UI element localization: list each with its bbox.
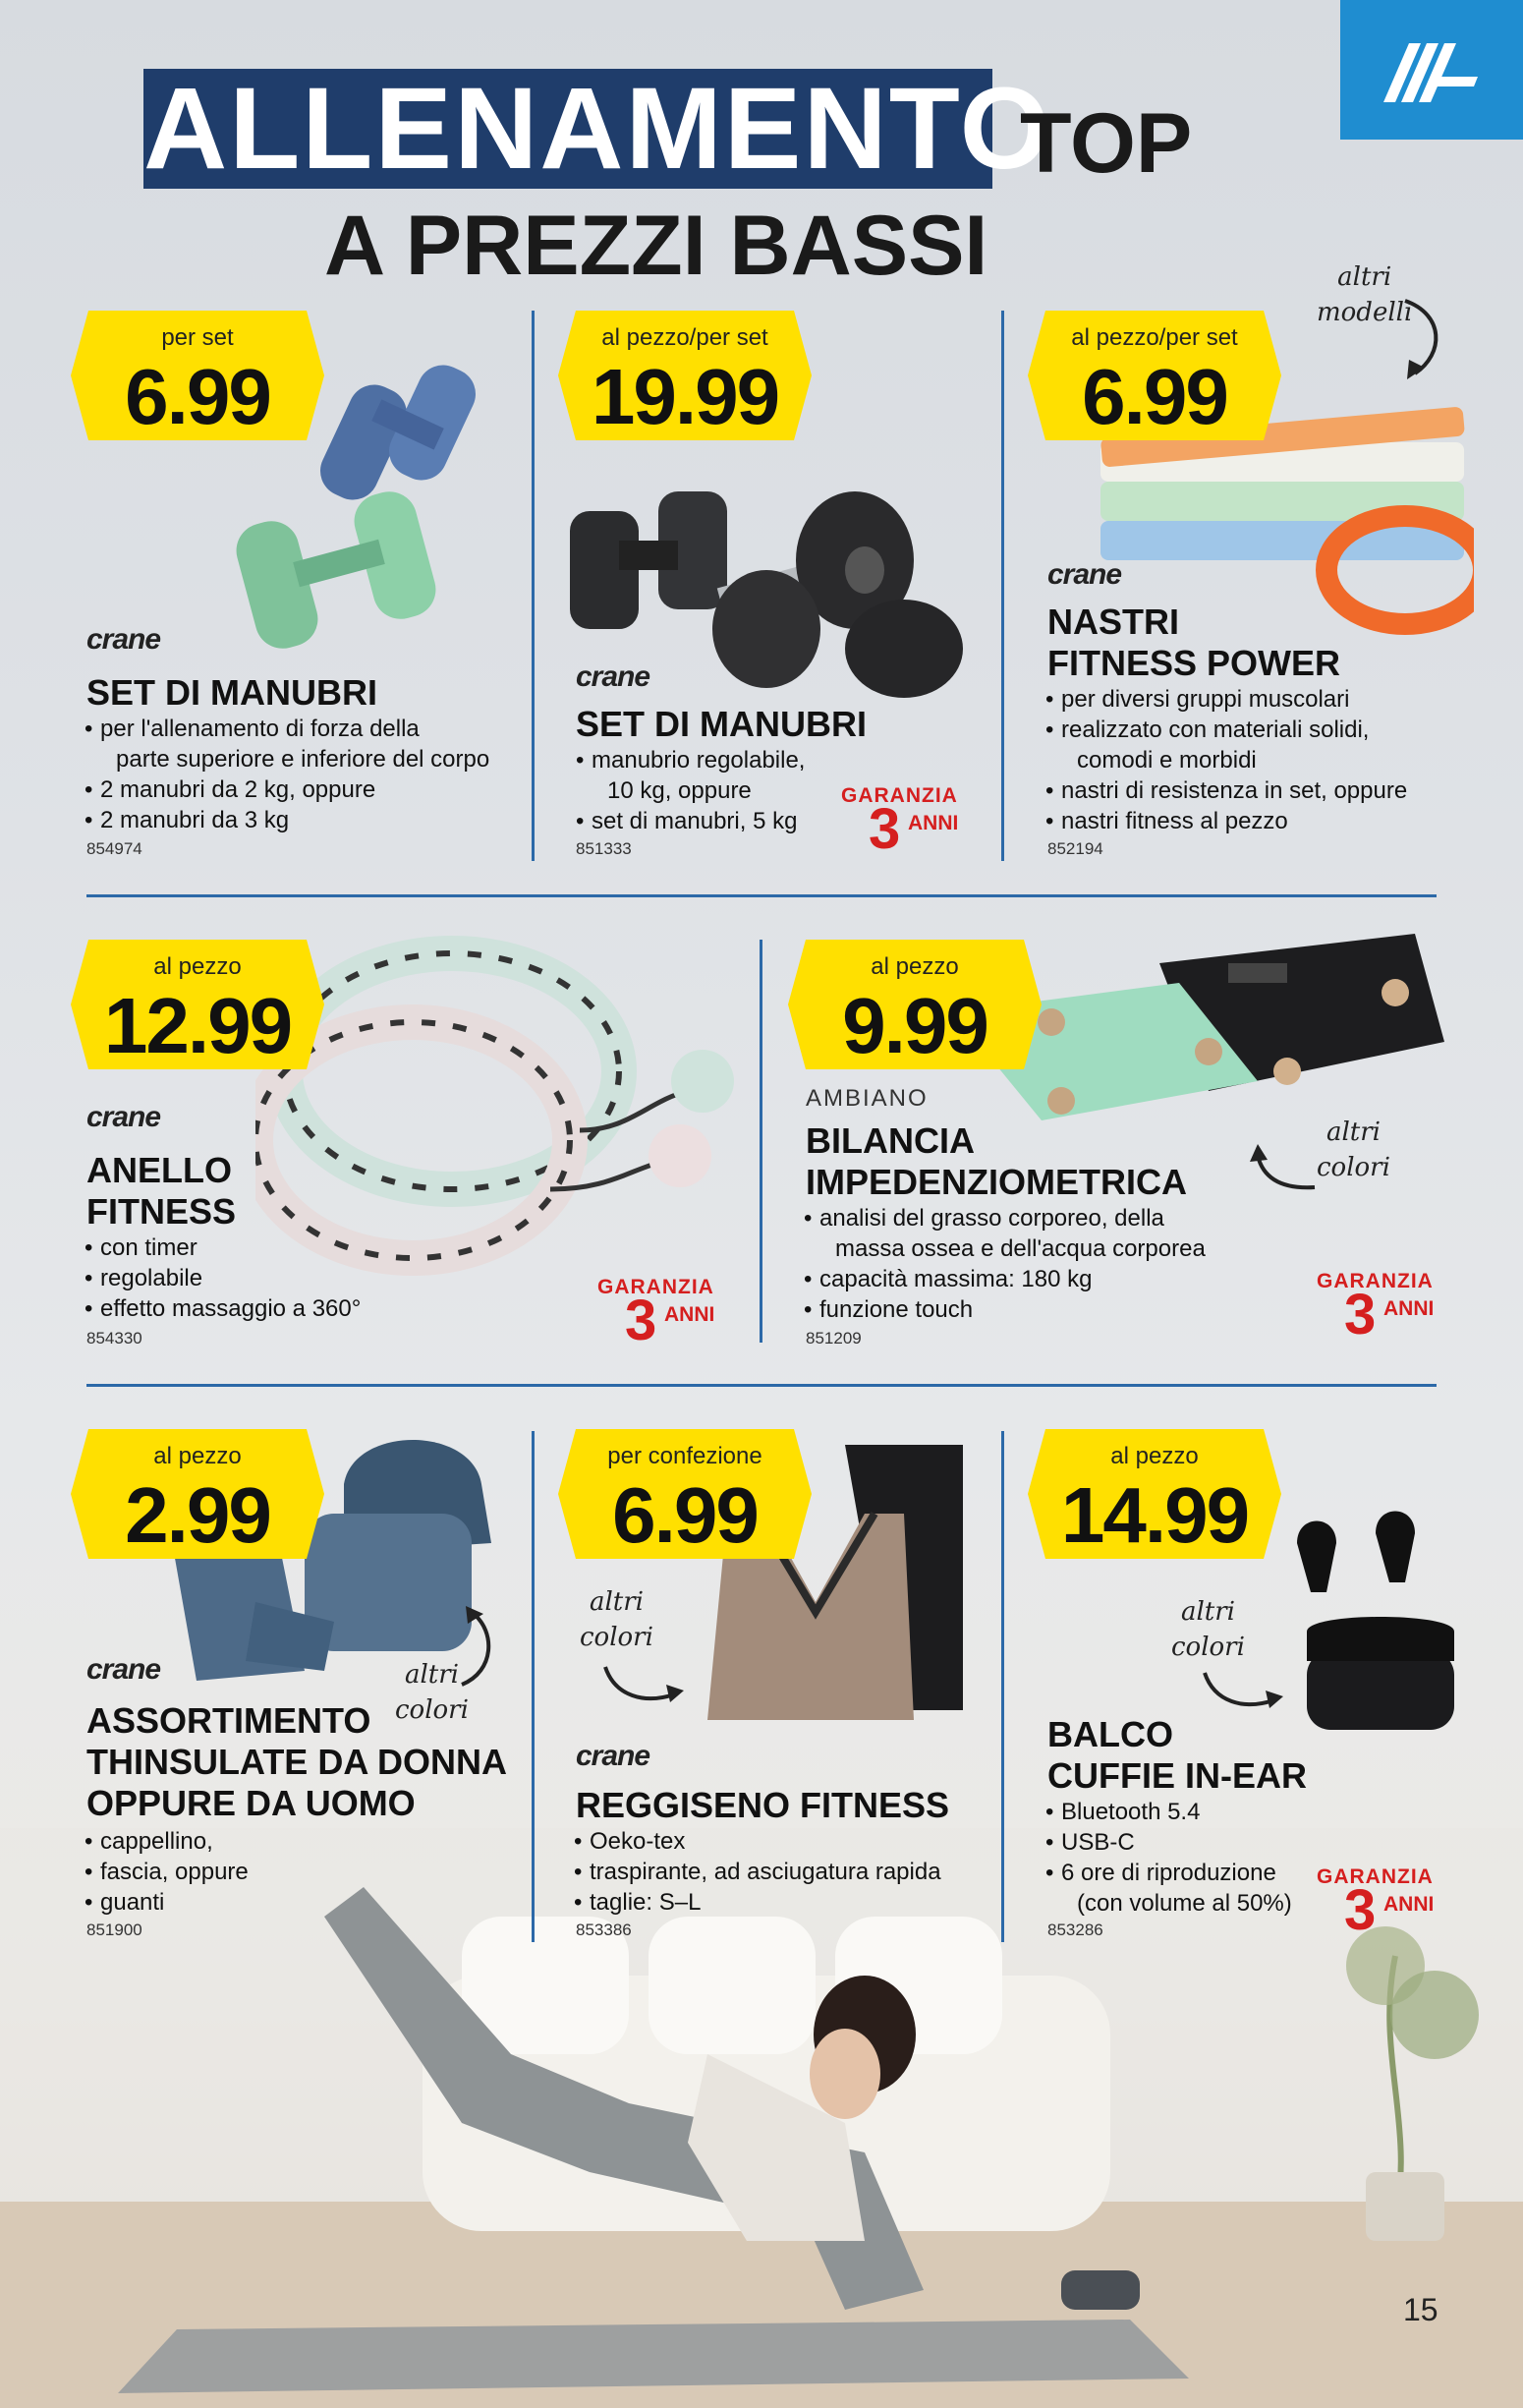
- article-code: 854330: [86, 1329, 142, 1347]
- price-tag: [788, 940, 1042, 1069]
- price-label: al pezzo: [1110, 1443, 1199, 1469]
- garanzia-badge: GARANZIA 3 ANNI: [841, 784, 959, 861]
- feature-item: • manubrio regolabile,: [576, 745, 805, 775]
- garanzia-badge: GARANZIA 3 ANNI: [1317, 1865, 1435, 1942]
- altri-modelli-note: altri modelli: [1317, 262, 1413, 327]
- price-tag: [1028, 311, 1281, 440]
- curved-arrow-icon: [1395, 295, 1454, 383]
- price-value: 9.99: [842, 982, 987, 1069]
- article-code: 854974: [86, 839, 142, 858]
- altri-colori-note: altri colori: [580, 1587, 653, 1652]
- earbuds-image: [1277, 1504, 1464, 1740]
- feature-item: • funzione touch: [804, 1294, 1206, 1325]
- product-name: BILANCIA IMPEDENZIOMETRICA: [806, 1120, 1188, 1202]
- curved-arrow-icon: [599, 1661, 688, 1710]
- garanzia-badge: GARANZIA 3 ANNI: [1317, 1270, 1435, 1347]
- aldi-logo: [1340, 0, 1523, 140]
- feature-list: [1045, 684, 1407, 836]
- article-code: 853386: [576, 1921, 632, 1939]
- feature-item: (con volume al 50%): [1077, 1890, 1292, 1917]
- price-value: 6.99: [612, 1471, 758, 1559]
- product-name: ANELLO FITNESS: [86, 1150, 237, 1232]
- feature-item: • taglie: S–L: [574, 1887, 941, 1918]
- price-label: al pezzo: [153, 1443, 242, 1469]
- price-value: 12.99: [103, 982, 292, 1069]
- price-tag: [71, 1429, 324, 1559]
- title-top: TOP: [1020, 96, 1193, 191]
- price-tag: [1028, 1429, 1281, 1559]
- feature-list: [576, 745, 805, 836]
- feature-list: [804, 1203, 1206, 1325]
- article-code: 851333: [576, 839, 632, 858]
- price-tag: [71, 940, 324, 1069]
- product-name: SET DI MANUBRI: [86, 672, 377, 713]
- page-number: 15: [1403, 2292, 1438, 2327]
- price-label: per confezione: [607, 1443, 762, 1469]
- feature-list: [85, 1233, 361, 1324]
- product-name: BALCO CUFFIE IN-EAR: [1047, 1714, 1307, 1796]
- page-subtitle: A PREZZI BASSI: [324, 199, 988, 293]
- feature-list: [1045, 1797, 1292, 1919]
- page-title: ALLENAMENTO: [143, 64, 1052, 194]
- feature-list: [85, 1826, 249, 1918]
- feature-item: comodi e morbidi: [1077, 747, 1257, 774]
- price-value: 6.99: [125, 353, 270, 440]
- price-label: al pezzo: [153, 953, 242, 980]
- feature-item: • Bluetooth 5.4: [1045, 1797, 1292, 1827]
- price-value: 19.99: [591, 353, 779, 440]
- product-name: SET DI MANUBRI: [576, 704, 867, 744]
- product-name: REGGISENO FITNESS: [576, 1785, 950, 1825]
- garanzia-badge: GARANZIA 3 ANNI: [597, 1276, 715, 1352]
- price-value: 6.99: [1082, 353, 1227, 440]
- feature-item: • realizzato con materiali solidi,: [1045, 715, 1407, 745]
- price-tag: [558, 311, 812, 440]
- brand-crane: crane: [86, 623, 161, 656]
- feature-item: 10 kg, oppure: [607, 777, 752, 804]
- feature-item: • per diversi gruppi muscolari: [1045, 684, 1407, 715]
- feature-item: • nastri fitness al pezzo: [1045, 806, 1407, 836]
- article-code: 853286: [1047, 1921, 1103, 1939]
- price-label: al pezzo/per set: [601, 324, 768, 351]
- feature-item: • per l'allenamento di forza della: [85, 714, 489, 744]
- altri-colori-note: altri colori: [395, 1660, 469, 1725]
- feature-item: • cappellino,: [85, 1826, 249, 1857]
- feature-item: • 2 manubri da 2 kg, oppure: [85, 774, 489, 805]
- brand-crane: crane: [86, 1101, 161, 1133]
- feature-item: • fascia, oppure: [85, 1857, 249, 1887]
- price-tag: [558, 1429, 812, 1559]
- brand-ambiano: AMBIANO: [806, 1085, 929, 1112]
- feature-item: • capacità massima: 180 kg: [804, 1264, 1206, 1294]
- article-code: 851900: [86, 1921, 142, 1939]
- logo-stripes-icon: [1383, 43, 1482, 102]
- feature-item: • guanti: [85, 1887, 249, 1918]
- price-tag: [71, 311, 324, 440]
- product-name: ASSORTIMENTO THINSULATE DA DONNA OPPURE DA UOMO: [86, 1700, 507, 1823]
- feature-list: [85, 714, 489, 835]
- feature-item: • regolabile: [85, 1263, 361, 1293]
- altri-colori-note: altri colori: [1317, 1118, 1390, 1182]
- price-label: per set: [161, 324, 234, 351]
- feature-item: • USB-C: [1045, 1827, 1292, 1858]
- curved-arrow-icon: [1244, 1140, 1323, 1199]
- brand-crane: crane: [576, 660, 650, 693]
- feature-item: massa ossea e dell'acqua corporea: [835, 1235, 1206, 1262]
- curved-arrow-icon: [452, 1602, 501, 1691]
- feature-item: • effetto massaggio a 360°: [85, 1293, 361, 1324]
- brand-crane: crane: [1047, 558, 1122, 591]
- feature-item: • traspirante, ad asciugatura rapida: [574, 1857, 941, 1887]
- brand-crane: crane: [576, 1740, 650, 1772]
- price-value: 2.99: [125, 1471, 270, 1559]
- brand-crane: crane: [86, 1653, 161, 1686]
- altri-colori-note: altri colori: [1171, 1597, 1245, 1662]
- price-label: al pezzo/per set: [1071, 324, 1238, 351]
- feature-list: [574, 1826, 941, 1918]
- feature-item: • Oeko-tex: [574, 1826, 941, 1857]
- feature-item: • analisi del grasso corporeo, della: [804, 1203, 1206, 1233]
- article-code: 851209: [806, 1329, 862, 1347]
- feature-item: • nastri di resistenza in set, oppure: [1045, 775, 1407, 806]
- article-code: 852194: [1047, 839, 1103, 858]
- feature-item: • set di manubri, 5 kg: [576, 806, 805, 836]
- fitness-ring-image: [255, 934, 747, 1278]
- feature-item: • 6 ore di riproduzione: [1045, 1858, 1292, 1888]
- price-label: al pezzo: [871, 953, 959, 980]
- feature-item: • con timer: [85, 1233, 361, 1263]
- product-name: NASTRI FITNESS POWER: [1047, 602, 1341, 683]
- curved-arrow-icon: [1199, 1667, 1287, 1716]
- price-value: 14.99: [1060, 1471, 1249, 1559]
- feature-item: • 2 manubri da 3 kg: [85, 805, 489, 835]
- feature-item: parte superiore e inferiore del corpo: [116, 746, 490, 773]
